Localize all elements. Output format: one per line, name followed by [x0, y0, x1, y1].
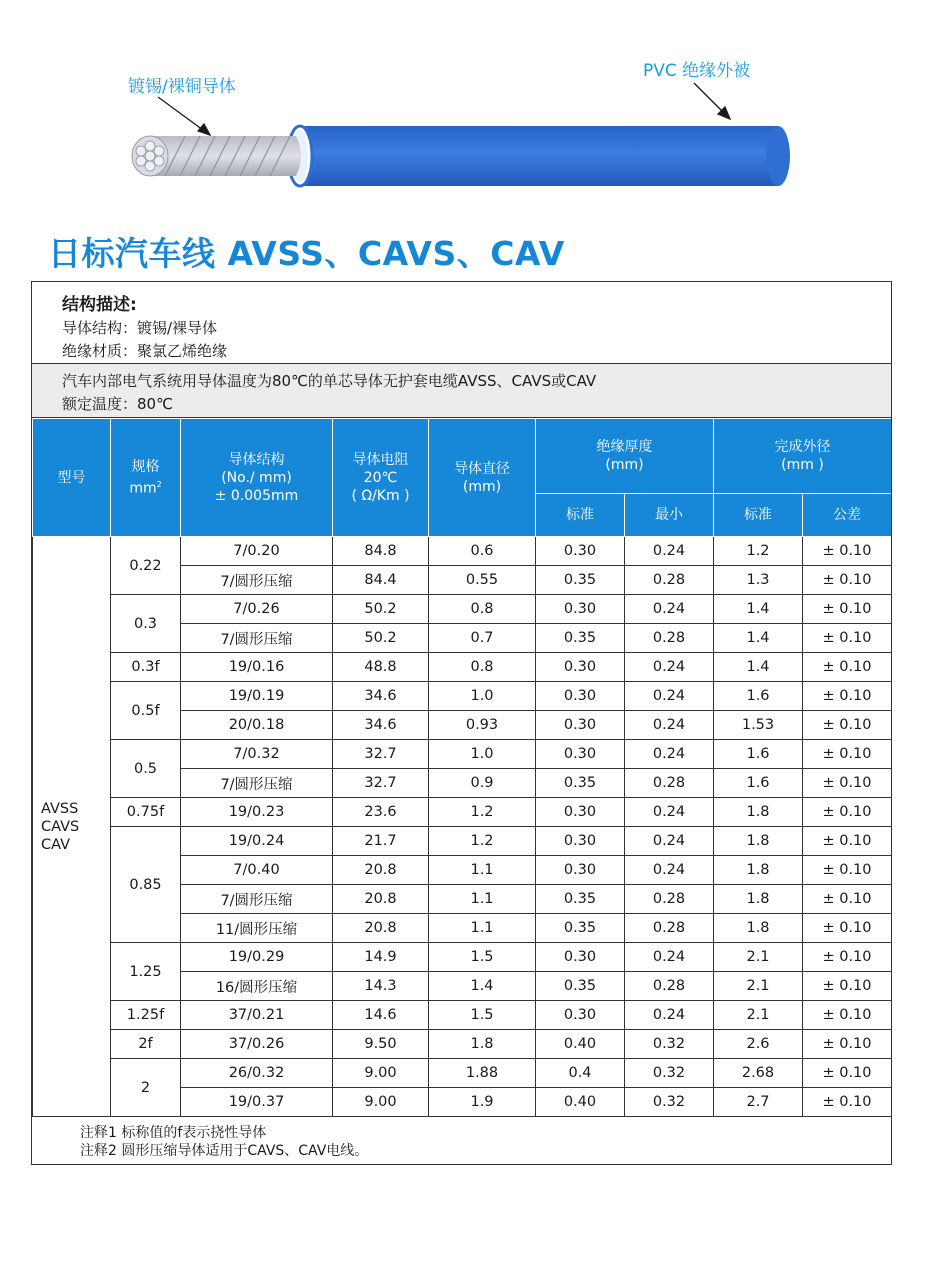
cell-thickness-standard: 0.30: [536, 682, 625, 711]
cell-thickness-standard: 0.40: [536, 1030, 625, 1059]
cell-resistance: 20.8: [333, 856, 429, 885]
cell-diameter: 1.5: [429, 943, 536, 972]
cell-resistance: 14.9: [333, 943, 429, 972]
header-resistance-unit: ( Ω/Km ): [351, 487, 410, 504]
header-tolerance: 公差: [803, 494, 892, 537]
table-row: [33, 1059, 892, 1088]
cell-structure: 20/0.18: [181, 711, 333, 740]
cell-outer-diameter: 1.6: [714, 682, 803, 711]
header-diameter: [429, 419, 536, 537]
header-model: 型号: [33, 419, 111, 537]
cell-diameter: 1.1: [429, 856, 536, 885]
header-resistance-temp: 20℃: [363, 469, 398, 486]
cell-outer-diameter: 1.6: [714, 740, 803, 769]
header-diameter-label: 导体直径: [454, 460, 510, 477]
header-spec: [111, 419, 181, 537]
cell-tolerance: ± 0.10: [803, 740, 892, 769]
cell-resistance: 34.6: [333, 682, 429, 711]
cell-outer-diameter: 1.8: [714, 798, 803, 827]
cell-tolerance: ± 0.10: [803, 856, 892, 885]
cable-illustration: [0, 0, 925, 215]
cell-thickness-minimum: 0.24: [625, 740, 714, 769]
cell-outer-diameter: 1.8: [714, 885, 803, 914]
cell-resistance: 9.00: [333, 1088, 429, 1117]
cell-outer-diameter: 1.4: [714, 624, 803, 653]
cell-outer-diameter: 1.4: [714, 653, 803, 682]
header-spec-sup: 2: [156, 479, 162, 489]
header-outer-diameter: [714, 419, 892, 494]
cell-structure: 37/0.21: [181, 1001, 333, 1030]
cell-structure: 7/0.20: [181, 537, 333, 566]
table-row: [33, 595, 892, 624]
cell-resistance: 34.6: [333, 711, 429, 740]
table-row: [33, 653, 892, 682]
cell-diameter: 1.1: [429, 885, 536, 914]
cell-tolerance: ± 0.10: [803, 624, 892, 653]
cell-thickness-minimum: 0.24: [625, 711, 714, 740]
cell-thickness-minimum: 0.28: [625, 624, 714, 653]
table-row: [33, 740, 892, 769]
cell-structure: 19/0.19: [181, 682, 333, 711]
cell-spec: 0.5: [111, 740, 181, 798]
cell-thickness-standard: 0.30: [536, 798, 625, 827]
cell-diameter: 0.6: [429, 537, 536, 566]
conductor-callout: 镀锡/裸铜导体: [128, 77, 236, 97]
cell-resistance: 84.8: [333, 537, 429, 566]
cell-structure: 37/0.26: [181, 1030, 333, 1059]
header-thickness-standard: 标准: [536, 494, 625, 537]
cell-diameter: 0.7: [429, 624, 536, 653]
cell-tolerance: ± 0.10: [803, 914, 892, 943]
cell-spec: 0.75f: [111, 798, 181, 827]
cell-resistance: 32.7: [333, 769, 429, 798]
cell-resistance: 9.00: [333, 1059, 429, 1088]
cell-thickness-standard: 0.40: [536, 1088, 625, 1117]
cell-structure: 26/0.32: [181, 1059, 333, 1088]
cell-resistance: 9.50: [333, 1030, 429, 1059]
cell-spec: 0.3: [111, 595, 181, 653]
cell-structure: 19/0.24: [181, 827, 333, 856]
cell-outer-diameter: 2.7: [714, 1088, 803, 1117]
cell-thickness-standard: 0.30: [536, 537, 625, 566]
usage-text: 汽车内部电气系统用导体温度为80℃的单芯导体无护套电缆AVSS、CAVS或CAV: [62, 372, 597, 390]
cell-diameter: 1.88: [429, 1059, 536, 1088]
cell-resistance: 48.8: [333, 653, 429, 682]
cell-structure: 7/圆形压缩: [181, 769, 333, 798]
cell-outer-diameter: 2.1: [714, 943, 803, 972]
cell-tolerance: ± 0.10: [803, 1088, 892, 1117]
cell-structure: 16/圆形压缩: [181, 972, 333, 1001]
cell-tolerance: ± 0.10: [803, 943, 892, 972]
cell-model: AVSS CAVS CAV: [33, 537, 111, 1117]
cell-thickness-minimum: 0.24: [625, 595, 714, 624]
cell-tolerance: ± 0.10: [803, 682, 892, 711]
header-outer-unit: (mm ): [781, 457, 824, 473]
insulation-callout: PVC 绝缘外被: [643, 61, 751, 81]
table-row: [33, 682, 892, 711]
cell-thickness-standard: 0.30: [536, 595, 625, 624]
note-1: 注释1 标称值的f表示挠性导体: [80, 1125, 267, 1141]
insulation-material-text: 绝缘材质：聚氯乙烯绝缘: [62, 342, 228, 360]
cell-thickness-standard: 0.30: [536, 711, 625, 740]
cell-outer-diameter: 2.1: [714, 972, 803, 1001]
cell-thickness-minimum: 0.28: [625, 769, 714, 798]
cell-tolerance: ± 0.10: [803, 972, 892, 1001]
header-resistance-label: 导体电阻: [352, 451, 409, 468]
header-thickness: [536, 419, 714, 494]
cell-thickness-minimum: 0.24: [625, 827, 714, 856]
header-thickness-label: 绝缘厚度: [596, 439, 653, 455]
cell-structure: 7/圆形压缩: [181, 885, 333, 914]
structure-description: [32, 282, 891, 363]
cell-resistance: 21.7: [333, 827, 429, 856]
cell-diameter: 1.0: [429, 740, 536, 769]
cell-outer-diameter: 1.4: [714, 595, 803, 624]
cell-spec: 2f: [111, 1030, 181, 1059]
cell-spec: 0.3f: [111, 653, 181, 682]
cell-structure: 19/0.23: [181, 798, 333, 827]
cell-outer-diameter: 1.8: [714, 914, 803, 943]
cell-thickness-standard: 0.35: [536, 972, 625, 1001]
cell-thickness-standard: 0.35: [536, 566, 625, 595]
cell-spec: 0.5f: [111, 682, 181, 740]
cell-resistance: 50.2: [333, 595, 429, 624]
cell-thickness-minimum: 0.32: [625, 1088, 714, 1117]
cell-structure: 7/0.40: [181, 856, 333, 885]
cell-structure: 7/圆形压缩: [181, 624, 333, 653]
header-structure-label: 导体结构: [228, 451, 285, 468]
cell-tolerance: ± 0.10: [803, 537, 892, 566]
cell-diameter: 0.8: [429, 653, 536, 682]
cell-tolerance: ± 0.10: [803, 798, 892, 827]
spec-frame: [31, 281, 892, 1165]
cell-tolerance: ± 0.10: [803, 711, 892, 740]
cell-spec: 2: [111, 1059, 181, 1117]
cell-spec: 1.25: [111, 943, 181, 1001]
cell-structure: 19/0.37: [181, 1088, 333, 1117]
cell-outer-diameter: 1.53: [714, 711, 803, 740]
cell-outer-diameter: 2.68: [714, 1059, 803, 1088]
cell-diameter: 0.93: [429, 711, 536, 740]
cell-outer-diameter: 2.6: [714, 1030, 803, 1059]
description-heading: 结构描述:: [62, 295, 137, 315]
pvc-jacket: [288, 126, 790, 186]
cell-thickness-minimum: 0.24: [625, 943, 714, 972]
note-2: 注释2 圆形压缩导体适用于CAVS、CAV电线。: [80, 1143, 369, 1159]
cell-thickness-standard: 0.30: [536, 740, 625, 769]
cell-thickness-minimum: 0.28: [625, 972, 714, 1001]
cell-tolerance: ± 0.10: [803, 769, 892, 798]
cell-diameter: 1.2: [429, 798, 536, 827]
cell-diameter: 1.2: [429, 827, 536, 856]
cell-tolerance: ± 0.10: [803, 1001, 892, 1030]
cell-spec: 0.22: [111, 537, 181, 595]
cell-tolerance: ± 0.10: [803, 653, 892, 682]
cell-spec: 1.25f: [111, 1001, 181, 1030]
cell-diameter: 1.1: [429, 914, 536, 943]
cell-diameter: 0.55: [429, 566, 536, 595]
cell-tolerance: ± 0.10: [803, 595, 892, 624]
rated-temperature-text: 额定温度：80℃: [62, 395, 173, 413]
cell-structure: 19/0.16: [181, 653, 333, 682]
cell-tolerance: ± 0.10: [803, 1059, 892, 1088]
cell-structure: 7/0.26: [181, 595, 333, 624]
cell-resistance: 14.3: [333, 972, 429, 1001]
cell-outer-diameter: 1.3: [714, 566, 803, 595]
header-structure-unit: (No./ mm): [221, 469, 292, 486]
cell-thickness-standard: 0.35: [536, 769, 625, 798]
conductor-arrow: [158, 97, 210, 135]
cell-thickness-standard: 0.35: [536, 624, 625, 653]
cell-tolerance: ± 0.10: [803, 885, 892, 914]
cell-resistance: 20.8: [333, 885, 429, 914]
cell-thickness-minimum: 0.28: [625, 885, 714, 914]
cell-spec: 0.85: [111, 827, 181, 943]
cell-thickness-standard: 0.30: [536, 943, 625, 972]
cell-thickness-standard: 0.4: [536, 1059, 625, 1088]
cell-tolerance: ± 0.10: [803, 827, 892, 856]
conductor-structure-text: 导体结构：镀锡/裸导体: [62, 319, 218, 337]
cell-thickness-minimum: 0.32: [625, 1030, 714, 1059]
table-row: [33, 1030, 892, 1059]
cell-thickness-standard: 0.35: [536, 914, 625, 943]
header-resistance: [333, 419, 429, 537]
spec-table: [32, 418, 892, 1117]
cell-tolerance: ± 0.10: [803, 1030, 892, 1059]
cell-outer-diameter: 1.8: [714, 827, 803, 856]
cell-thickness-minimum: 0.24: [625, 682, 714, 711]
cell-thickness-minimum: 0.28: [625, 914, 714, 943]
cell-thickness-minimum: 0.24: [625, 856, 714, 885]
cell-resistance: 50.2: [333, 624, 429, 653]
cell-diameter: 1.4: [429, 972, 536, 1001]
header-outer-standard: 标准: [714, 494, 803, 537]
page-title: 日标汽车线 AVSS、CAVS、CAV: [48, 234, 565, 273]
header-outer-label: 完成外径: [774, 439, 831, 455]
cell-diameter: 0.8: [429, 595, 536, 624]
header-diameter-unit: (mm): [462, 478, 502, 495]
cell-thickness-standard: 0.35: [536, 885, 625, 914]
header-spec-label: 规格: [131, 458, 160, 475]
cell-resistance: 20.8: [333, 914, 429, 943]
table-row: [33, 537, 892, 566]
stranded-conductor: [132, 136, 301, 176]
cell-thickness-standard: 0.30: [536, 1001, 625, 1030]
cell-outer-diameter: 1.2: [714, 537, 803, 566]
cell-structure: 11/圆形压缩: [181, 914, 333, 943]
table-row: [33, 1001, 892, 1030]
header-structure: [181, 419, 333, 537]
header-spec-unit: mm: [129, 480, 157, 497]
cell-outer-diameter: 1.8: [714, 856, 803, 885]
cell-outer-diameter: 2.1: [714, 1001, 803, 1030]
cell-diameter: 1.0: [429, 682, 536, 711]
cell-diameter: 0.9: [429, 769, 536, 798]
usage-box: [32, 363, 891, 418]
cell-thickness-minimum: 0.28: [625, 566, 714, 595]
cell-diameter: 1.8: [429, 1030, 536, 1059]
table-row: [33, 798, 892, 827]
cell-diameter: 1.9: [429, 1088, 536, 1117]
cell-resistance: 23.6: [333, 798, 429, 827]
cell-thickness-standard: 0.30: [536, 827, 625, 856]
table-row: [33, 827, 892, 856]
notes: [32, 1116, 891, 1164]
cell-resistance: 32.7: [333, 740, 429, 769]
cell-resistance: 84.4: [333, 566, 429, 595]
header-structure-tolerance: ± 0.005mm: [214, 487, 299, 504]
cell-structure: 7/0.32: [181, 740, 333, 769]
cell-thickness-standard: 0.30: [536, 653, 625, 682]
cell-thickness-minimum: 0.24: [625, 798, 714, 827]
cell-structure: 19/0.29: [181, 943, 333, 972]
header-thickness-unit: (mm): [605, 457, 644, 473]
spec-table-body: [33, 537, 892, 1117]
table-row: [33, 943, 892, 972]
cell-resistance: 14.6: [333, 1001, 429, 1030]
cell-thickness-minimum: 0.24: [625, 1001, 714, 1030]
cell-tolerance: ± 0.10: [803, 566, 892, 595]
cell-outer-diameter: 1.6: [714, 769, 803, 798]
cell-thickness-minimum: 0.32: [625, 1059, 714, 1088]
header-thickness-minimum: 最小: [625, 494, 714, 537]
cell-diameter: 1.5: [429, 1001, 536, 1030]
insulation-arrow: [694, 83, 730, 119]
cell-structure: 7/圆形压缩: [181, 566, 333, 595]
cell-thickness-minimum: 0.24: [625, 537, 714, 566]
cell-thickness-standard: 0.30: [536, 856, 625, 885]
cell-thickness-minimum: 0.24: [625, 653, 714, 682]
